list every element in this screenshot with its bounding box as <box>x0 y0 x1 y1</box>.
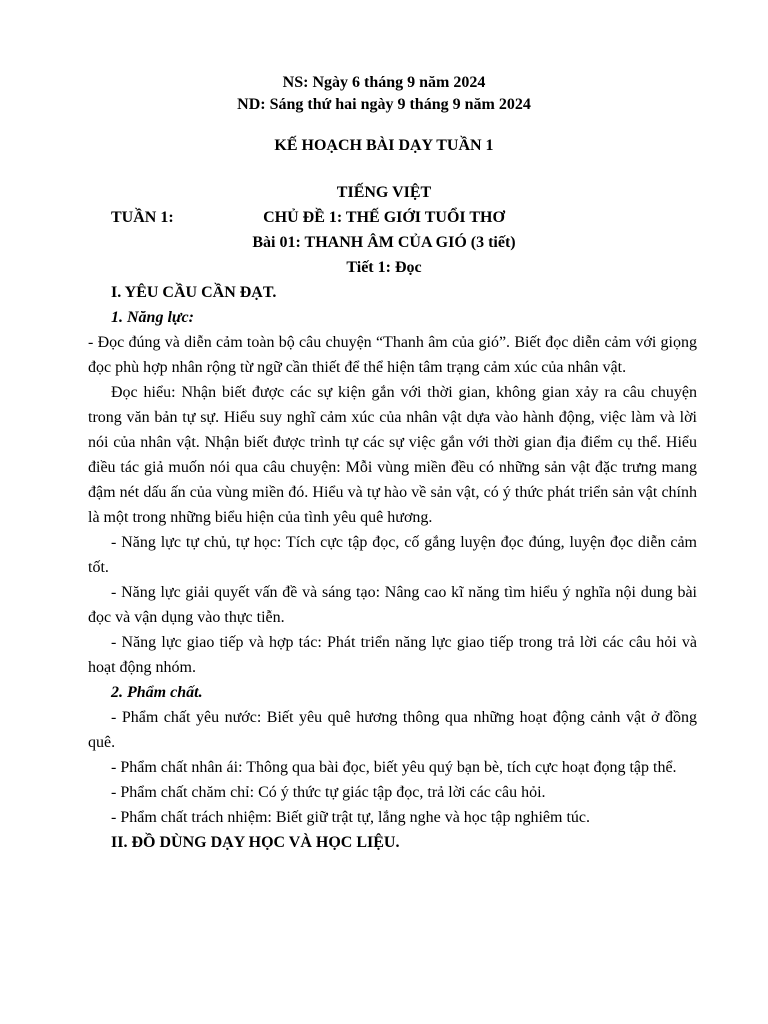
date-header <box>0 72 768 116</box>
quality-item: - Phẩm chất yêu nước: Biết yêu quê hương thông qua những hoạt động cảnh vật ở đồng quê. <box>88 709 697 751</box>
competence-heading: 1. Năng lực: <box>111 309 194 326</box>
competence-item: - Đọc đúng và diễn cảm toàn bộ câu chuyện “Thanh âm của gió”. Biết đọc diễn cảm với giọng đọc phù hợp nhân rộng từ ngữ cần thiết để thể hiện tâm trạng cảm xúc của nhân vật. <box>88 334 697 376</box>
quality-heading: 2. Phẩm chất. <box>111 684 203 701</box>
ns-date-line: NS: Ngày 6 tháng 9 năm 2024 <box>282 74 486 91</box>
competence-item: - Năng lực tự chủ, tự học: Tích cực tập đọc, cố gắng luyện đọc đúng, luyện đọc diễn cảm tốt. <box>88 534 697 576</box>
lesson-body <box>88 280 697 855</box>
quality-item: - Phẩm chất trách nhiệm: Biết giữ trật tự, lắng nghe và học tập nghiêm túc. <box>111 809 590 826</box>
plan-title: KẾ HOẠCH BÀI DẠY TUẦN 1 <box>274 137 494 154</box>
week-label: TUẦN 1: <box>111 209 174 226</box>
competence-item: - Năng lực giao tiếp và hợp tác: Phát triển năng lực giao tiếp trong trả lời các câu hỏi và hoạt động nhóm. <box>88 634 697 676</box>
topic-title: CHỦ ĐỀ 1: THẾ GIỚI TUỔI THƠ <box>263 209 505 226</box>
competence-item: - Năng lực giải quyết vấn đề và sáng tạo: Nâng cao kĩ năng tìm hiểu ý nghĩa nội dung bài đọc và vận dụng vào thực tiễn. <box>88 584 697 626</box>
period-title: Tiết 1: Đọc <box>346 259 422 276</box>
subject-block <box>0 180 768 280</box>
section-heading-materials: II. ĐỒ DÙNG DẠY HỌC VÀ HỌC LIỆU. <box>111 834 400 851</box>
lesson-title: Bài 01: THANH ÂM CỦA GIÓ (3 tiết) <box>252 234 516 251</box>
section-heading-requirements: I. YÊU CẦU CẦN ĐẠT. <box>111 284 277 301</box>
competence-item: Đọc hiểu: Nhận biết được các sự kiện gắn với thời gian, không gian xảy ra câu chuyện trong văn bản tự sự. Hiểu suy nghĩ cảm xúc của nhân vật dựa vào hành động, việc làm và lời nói của nhân vật. Nhận biết được trình tự các sự việc gắn với thời gian địa điểm cụ thể. Hiểu điều tác giả muốn nói qua câu chuyện: Mỗi vùng miền đều có những sản vật đặc trưng mang đậm nét dấu ấn của vùng miền đó. Hiểu và tự hào về sản vật, có ý thức phát triển sản vật chính là một trong những biểu hiện của tình yêu quê hương. <box>88 384 697 526</box>
quality-item: - Phẩm chất nhân ái: Thông qua bài đọc, biết yêu quý bạn bè, tích cực hoạt đọng tập thể. <box>111 759 677 776</box>
quality-item: - Phẩm chất chăm chỉ: Có ý thức tự giác tập đọc, trả lời các câu hỏi. <box>111 784 546 801</box>
nd-date-line: ND: Sáng thứ hai ngày 9 tháng 9 năm 2024 <box>237 96 531 113</box>
subject-name: TIẾNG VIỆT <box>336 184 432 201</box>
